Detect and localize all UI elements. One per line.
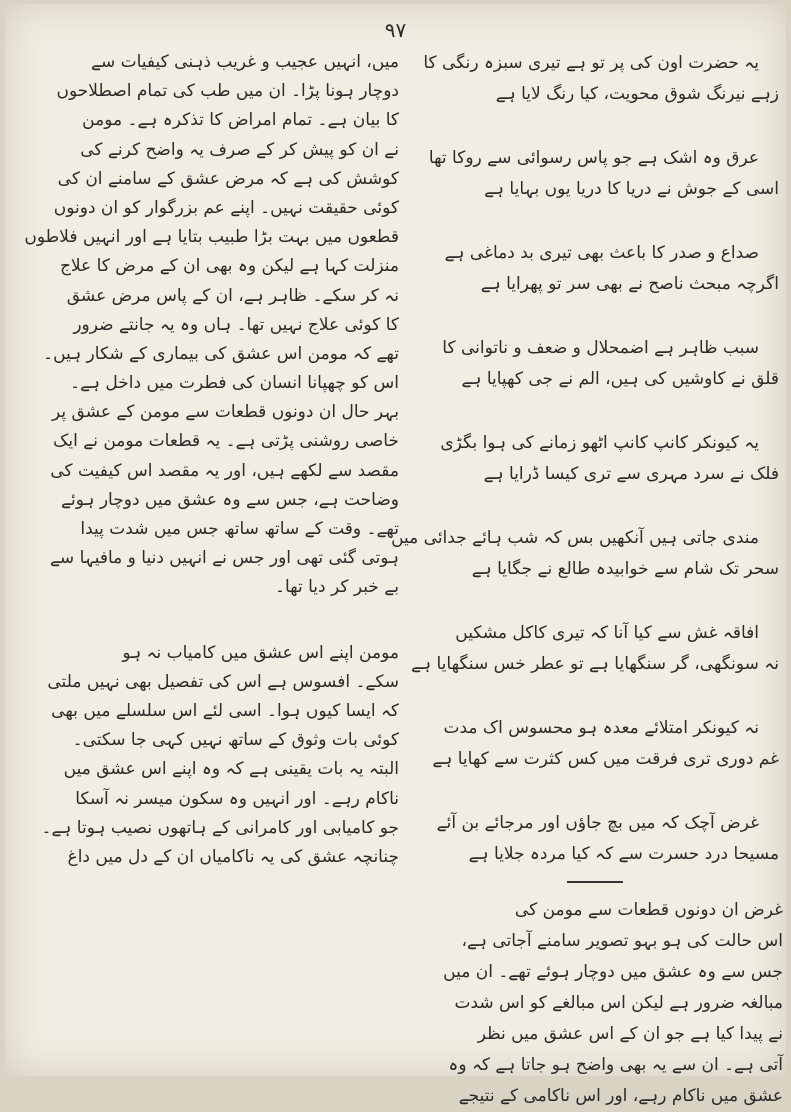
prose-line: نہ کر سکے۔ ظاہر ہے، ان کے پاس مرض عشق (66, 285, 399, 306)
prose-line: کوئی بات وثوق کے ساتھ نہیں کہی جا سکتی۔ (72, 730, 399, 751)
right-prose (407, 895, 783, 1112)
verse (407, 713, 783, 775)
prose-line: قطعوں میں بہت بڑا طبیب بتایا ہے اور انہیں فلاطوں (24, 227, 399, 248)
verse-line-first: صداع و صدر کا باعث بھی تیری بد دماغی ہے (444, 243, 759, 263)
verse-line-second: غم دوری تری فرقت میں کس کثرت سے کھایا ہے (432, 749, 779, 769)
prose-line: منزلت کہا ہے لیکن وہ بھی ان کے مرض کا علاج (59, 256, 399, 277)
prose-line: غرض ان دونوں قطعات سے مومن کی (514, 900, 783, 920)
verse (407, 143, 783, 205)
prose-line: تھے کہ مومن اس عشق کی بیماری کے شکار ہیں۔ (43, 343, 399, 364)
book-page (5, 4, 786, 1106)
verse-line-second: زہے نیرنگ شوق محویت، کیا رنگ لایا ہے (495, 84, 779, 104)
verse (407, 618, 783, 680)
verse (407, 808, 783, 870)
verse-line-second: اسی کے جوش نے دریا کا دریا یوں بہایا ہے (484, 179, 779, 199)
paragraph-2 (27, 639, 399, 873)
prose-line: وضاحت ہے، جس سے وہ عشق میں دوچار ہوئے (61, 489, 399, 510)
prose-line: مقصد سے لکھے ہیں، اور یہ مقصد اس کیفیت کی (50, 460, 399, 481)
prose-line: آتی ہے۔ ان سے یہ بھی واضح ہو جاتا ہے کہ وہ (448, 1055, 783, 1075)
prose-line: کہ ایسا کیوں ہوا۔ اسی لئے اس سلسلے میں بھی (51, 700, 399, 721)
left-column (24, 48, 399, 872)
prose-line: مومن اپنے اس عشق میں کامیاب نہ ہو (122, 642, 399, 663)
verse-line-second: سحر تک شام سے خوابیدہ طالع نے جگایا ہے (471, 559, 779, 579)
prose-line: عشق میں ناکام رہے، اور اس ناکامی کے نتیجے (458, 1086, 783, 1106)
paragraph-gap (27, 603, 399, 639)
verse-list (391, 48, 783, 870)
prose-line: نے پیدا کیا ہے جو ان کے اس عشق میں نظر (477, 1024, 783, 1044)
prose-line: کوئی حقیقت نہیں۔ اپنے عم بزرگوار کو ان دونوں (53, 197, 399, 218)
verse (407, 48, 783, 110)
prose-line: جس سے وہ عشق میں دوچار ہوئے تھے۔ ان میں (443, 962, 783, 982)
verse-line-second: نہ سونگھی، گر سنگھایا ہے تو عطر خس سنگھایا ہے (411, 654, 779, 674)
prose-line: کا بیان ہے۔ تمام امراض کا تذکرہ ہے۔ مومن (82, 110, 399, 131)
prose-line: چنانچہ عشق کی یہ ناکامیاں ان کے دل میں داغ (67, 846, 399, 867)
prose-line: نے ان کو پیش کر کے صرف یہ واضح کرنے کی (80, 139, 399, 160)
prose-line: خاصی روشنی پڑتی ہے۔ یہ قطعات مومن نے ایک (53, 431, 399, 452)
verse-line-first: مندی جاتی ہیں آنکھیں بس کہ شب ہائے جدائی میں (391, 528, 759, 548)
verse-line-second: قلق نے کاوشیں کی ہیں، الم نے جی کھپایا ہے (461, 369, 779, 389)
prose-line: جو کامیابی اور کامرانی کے ہاتھوں نصیب ہوتا ہے۔ (41, 817, 399, 838)
prose-line: البتہ یہ بات یقینی ہے کہ وہ اپنے اس عشق میں (63, 759, 399, 780)
prose-line: میں، انہیں عجیب و غریب ذہنی کیفیات سے (91, 52, 399, 72)
prose-line: کا کوئی علاج نہیں تھا۔ ہاں وہ یہ جانتے ضرور (73, 314, 399, 335)
verse-line-first: غرض آچک کہ میں بچ جاؤں اور مرجائے بن آئے (436, 813, 759, 833)
paragraph-1 (24, 48, 399, 603)
verse-line-second: مسیحا درد حسرت سے کہ کیا مردہ جلایا ہے (468, 844, 779, 864)
verse (391, 523, 783, 585)
verse (407, 333, 783, 395)
verse-line-first: نہ کیونکر امتلائے معدہ ہو محسوس اک مدت (443, 718, 759, 738)
verse-line-first: یہ حضرت اون کی پر تو ہے تیری سبزہ رنگی کا (423, 53, 759, 73)
prose-line: دوچار ہونا پڑا۔ ان میں طب کی تمام اصطلاحوں (56, 81, 399, 102)
prose-line: ناکام رہے۔ اور انہیں وہ سکون میسر نہ آسکا (75, 788, 399, 809)
verse-line-second: فلک نے سرد مہری سے تری کیسا ڈرایا ہے (483, 464, 779, 484)
prose-line: بہر حال ان دونوں قطعات سے مومن کے عشق پر (52, 402, 399, 423)
prose-line: بے خبر کر دیا تھا۔ (275, 577, 399, 598)
verse-line-first: سبب ظاہر ہے اضمحلال و ضعف و ناتوانی کا (442, 338, 759, 358)
prose-line: اس حالت کی ہو بہو تصویر سامنے آجاتی ہے، (461, 931, 783, 951)
prose-line: اس کو چھپانا انسان کی فطرت میں داخل ہے۔ (70, 373, 399, 394)
right-column (391, 48, 783, 1112)
prose-line: کوشش کی ہے کہ مرض عشق کے سامنے ان کی (57, 168, 399, 189)
page-number: ۹۷ (384, 18, 407, 42)
verse-line-second: اگرچہ مبحث ناصح نے بھی سر تو پھرایا ہے (480, 274, 779, 294)
prose-line: مبالغہ ضرور ہے لیکن اس مبالغے کو اس شدت (454, 993, 783, 1013)
prose-line: ہوتی گئی تھی اور جس نے انہیں دنیا و مافیہا سے (49, 548, 399, 569)
verse-line-first: یہ کیونکر کانپ کانپ اٹھو زمانے کی ہوا بگڑی (440, 433, 759, 453)
verse-line-first: عرق وہ اشک ہے جو پاس رسوائی سے روکا تھا (428, 148, 759, 168)
section-divider (567, 881, 623, 883)
verse (407, 238, 783, 300)
prose-line: تھے۔ وقت کے ساتھ ساتھ جس میں شدت پیدا (80, 519, 399, 539)
verse (407, 428, 783, 490)
verse-line-first: افاقہ غش سے کیا آنا کہ تیری کاکل مشکیں (455, 623, 759, 643)
prose-line: سکے۔ افسوس ہے اس کی تفصیل بھی نہیں ملتی (47, 671, 399, 692)
